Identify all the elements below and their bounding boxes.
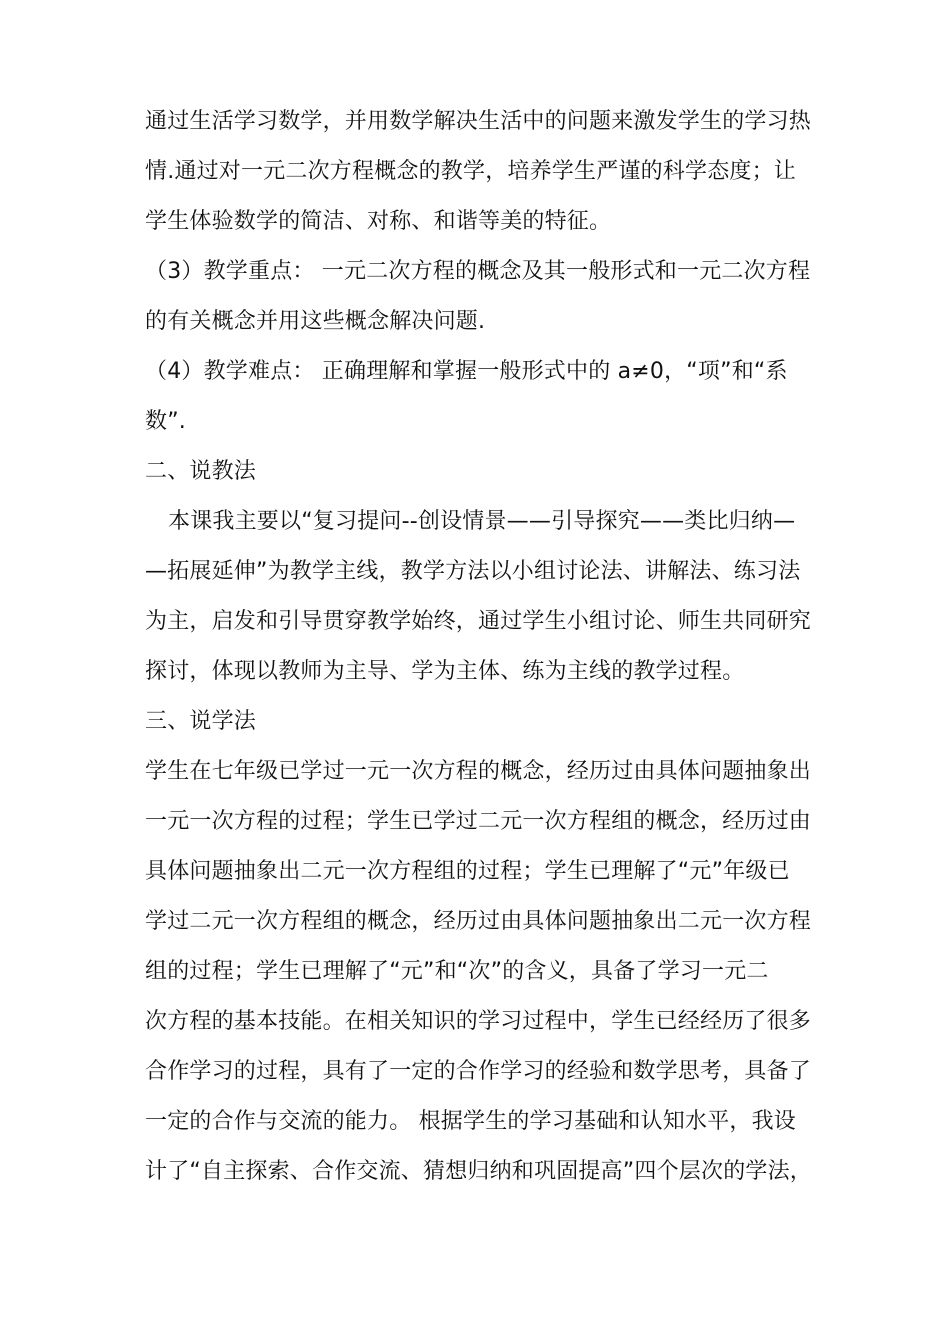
text-line-4: （3）教学重点： 一元二次方程的概念及其一般形式和一元二次方程 [145,259,811,284]
text-line-5: 的有关概念并用这些概念解决问题. [145,309,486,334]
section-heading-teaching-method: 二、说教法 [145,459,257,484]
text-line-9: 本课我主要以“复习提问--创设情景——引导探究——类比归纳— [168,509,796,534]
text-line-17: 学过二元一次方程组的概念，经历过由具体问题抽象出二元一次方程 [145,909,812,934]
text-line-18: 组的过程；学生已理解了“元”和“次”的含义，具备了学习一元二 [145,959,769,984]
text-line-14: 学生在七年级已学过一元一次方程的概念，经历过由具体问题抽象出 [145,759,812,784]
text-line-2: 情.通过对一元二次方程概念的教学，培养学生严谨的科学态度；让 [145,159,796,184]
text-line-7: 数”. [145,409,186,434]
text-line-10: —拓展延伸”为教学主线，教学方法以小组讨论法、讲解法、练习法 [145,559,801,584]
text-line-20: 合作学习的过程，具有了一定的合作学习的经验和数学思考，具备了 [145,1059,812,1084]
text-line-12: 探讨，体现以教师为主导、学为主体、练为主线的教学过程。 [145,659,745,684]
text-line-19: 次方程的基本技能。在相关知识的学习过程中，学生已经经历了很多 [145,1009,812,1034]
text-line-21: 一定的合作与交流的能力。 根据学生的学习基础和认知水平，我设 [145,1109,796,1134]
text-line-22: 计了“自主探索、合作交流、猜想归纳和巩固提高”四个层次的学法， [145,1159,812,1184]
text-line-11: 为主，启发和引导贯穿教学始终，通过学生小组讨论、师生共同研究 [145,609,812,634]
text-line-15: 一元一次方程的过程；学生已学过二元一次方程组的概念，经历过由 [145,809,812,834]
text-line-16: 具体问题抽象出二元一次方程组的过程；学生已理解了“元”年级已 [145,859,790,884]
section-heading-learning-method: 三、说学法 [145,709,257,734]
text-line-6: （4）教学难点： 正确理解和掌握一般形式中的 a≠0，“项”和“系 [145,359,788,384]
text-line-1: 通过生活学习数学，并用数学解决生活中的问题来激发学生的学习热 [145,109,812,134]
text-line-3: 学生体验数学的简洁、对称、和谐等美的特征。 [145,209,612,234]
